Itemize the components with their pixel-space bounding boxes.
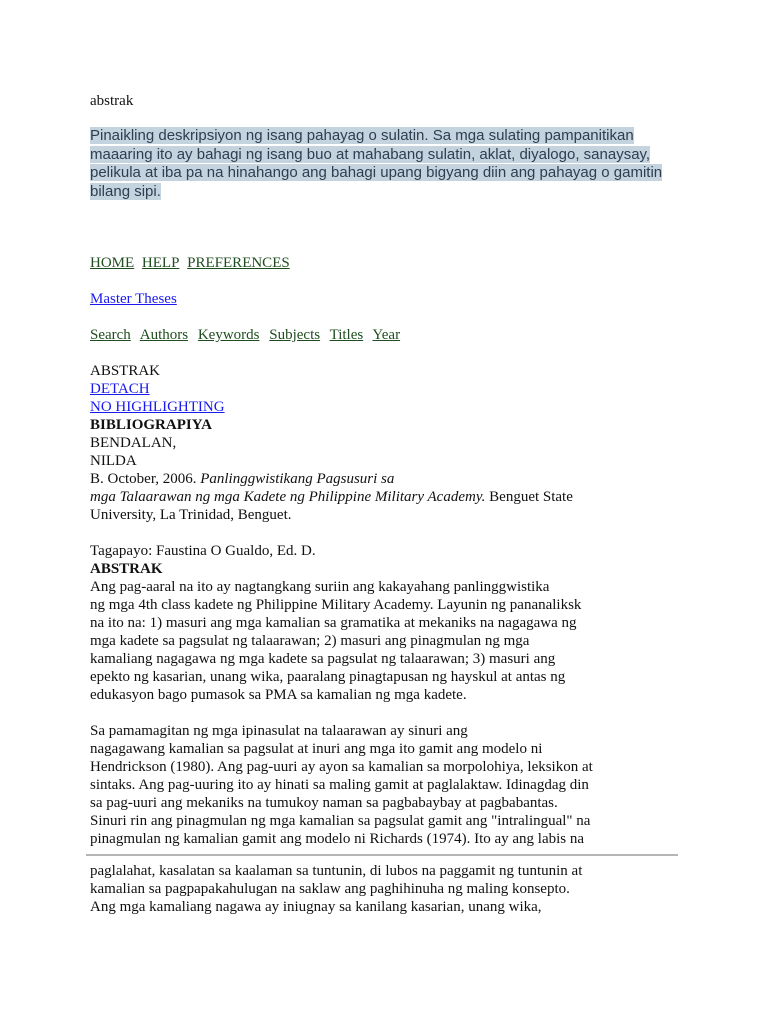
text-line: nagagawang kamalian sa pagsulat at inuri ang mga ito gamit ang modelo ni (90, 741, 543, 757)
text-line: ng mga 4th class kadete ng Philippine Military Academy. Layunin ng pananaliksk (90, 597, 582, 613)
no-highlighting-link[interactable]: NO HIGHLIGHTING (90, 399, 225, 415)
citation-publisher-part-1: Benguet State (485, 489, 573, 505)
citation-publisher-part-2: University, La Trinidad, Benguet. (90, 507, 292, 523)
spacer (90, 704, 690, 722)
help-link[interactable]: HELP (141, 255, 180, 271)
text-line: edukasyon bago pumasok sa PMA sa kamalian ng mga kadete. (90, 687, 467, 703)
text-line: pinagmulan ng kamalian gamit ang modelo ni Richards (1974). Ito ay ang labis na (90, 831, 585, 847)
detach-link[interactable]: DETACH (90, 381, 150, 397)
bibliography-label: BIBLIOGRAPIYA (90, 417, 212, 433)
page-heading: abstrak (90, 93, 134, 109)
text-line: Ang mga kamaliang nagawa ay iniugnay sa kanilang kasarian, unang wika, (90, 899, 542, 915)
preferences-link[interactable]: PREFERENCES (187, 255, 290, 271)
spacer (90, 524, 690, 542)
text-line: paglalahat, kasalatan sa kaalaman sa tuntunin, di lubos na paggamit ng tuntunin at (90, 863, 583, 879)
text-line: sa pag-uuri ang mekaniks na tumukoy naman sa pagbabaybay at pagbabantas. (90, 795, 558, 811)
text-line: epekto ng kasarian, unang wika, paaralang pinagtapusan ng hayskul at antas ng (90, 669, 566, 685)
top-navigation (90, 254, 294, 272)
text-line: Hendrickson (1980). Ang pag-uuri ay ayon sa kamalian sa morpolohiya, leksikon at (90, 759, 593, 775)
text-line: kamaliang nagagawa ng mga kadete sa pagsulat ng talaarawan; 3) masuri ang (90, 651, 556, 667)
home-link[interactable]: HOME (90, 255, 135, 271)
adviser-line: Tagapayo: Faustina O Gualdo, Ed. D. (90, 543, 316, 559)
citation-line-2 (90, 488, 690, 506)
text-line: Sinuri rin ang pinagmulan ng mga kamalian sa pagsulat gamit ang "intralingual" na (90, 813, 591, 829)
citation-title-part-2: mga Talaarawan ng mga Kadete ng Philippine Military Academy. (90, 489, 486, 505)
abstract-paragraph-1 (90, 578, 690, 704)
definition-paragraph (90, 127, 670, 201)
highlighted-definition: Pinaikling deskripsiyon ng isang pahayag o sulatin. Sa mga sulating pampanitikan maaaring ito ay bahagi ng isang buo at mahabang sulatin, aklat, diyalogo, sanaysay, pelikula at iba pa na hinahango ang bahagi upang bigyang diin ang pahayag o gamitin bilang sipi. (90, 127, 663, 200)
citation-line-1 (90, 470, 690, 488)
text-line: mga kadete sa pagsulat ng talaarawan; 2) masuri ang pinagmulan ng mga (90, 633, 530, 649)
author-first-name: NILDA (90, 453, 137, 469)
titles-link[interactable]: Titles (329, 327, 364, 343)
text-line: kamalian sa pagpapakahulugan na saklaw ang paghihinuha ng maling konsepto. (90, 881, 570, 897)
citation-title-part-1: Panlinggwistikang Pagsusuri sa (200, 471, 395, 487)
year-link[interactable]: Year (372, 327, 401, 343)
text-line: Sa pamamagitan ng mga ipinasulat na talaarawan ay sinuri ang (90, 723, 468, 739)
citation-prefix: B. October, 2006. (90, 471, 201, 487)
collection-nav (90, 290, 177, 308)
search-link[interactable]: Search (90, 327, 131, 343)
page-break-divider (86, 854, 678, 856)
abstract-continuation (90, 862, 690, 916)
subjects-link[interactable]: Subjects (269, 327, 321, 343)
thesis-record (90, 362, 690, 848)
keywords-link[interactable]: Keywords (197, 327, 260, 343)
text-line: na ito na: 1) masuri ang mga kamalian sa gramatika at mekaniks na nagagawa ng (90, 615, 577, 631)
master-theses-link[interactable]: Master Theses (90, 291, 177, 307)
search-navigation (90, 326, 406, 344)
abstract-paragraph-2 (90, 722, 690, 848)
author-last-name: BENDALAN, (90, 435, 177, 451)
abstrak-section-label: ABSTRAK (90, 363, 161, 379)
authors-link[interactable]: Authors (139, 327, 189, 343)
text-line: sintaks. Ang pag-uuring ito ay hinati sa maling gamit at paglalaktaw. Idinagdag din (90, 777, 589, 793)
text-line: Ang pag-aaral na ito ay nagtangkang suriin ang kakayahang panlinggwistika (90, 579, 550, 595)
abstract-heading: ABSTRAK (90, 561, 163, 577)
